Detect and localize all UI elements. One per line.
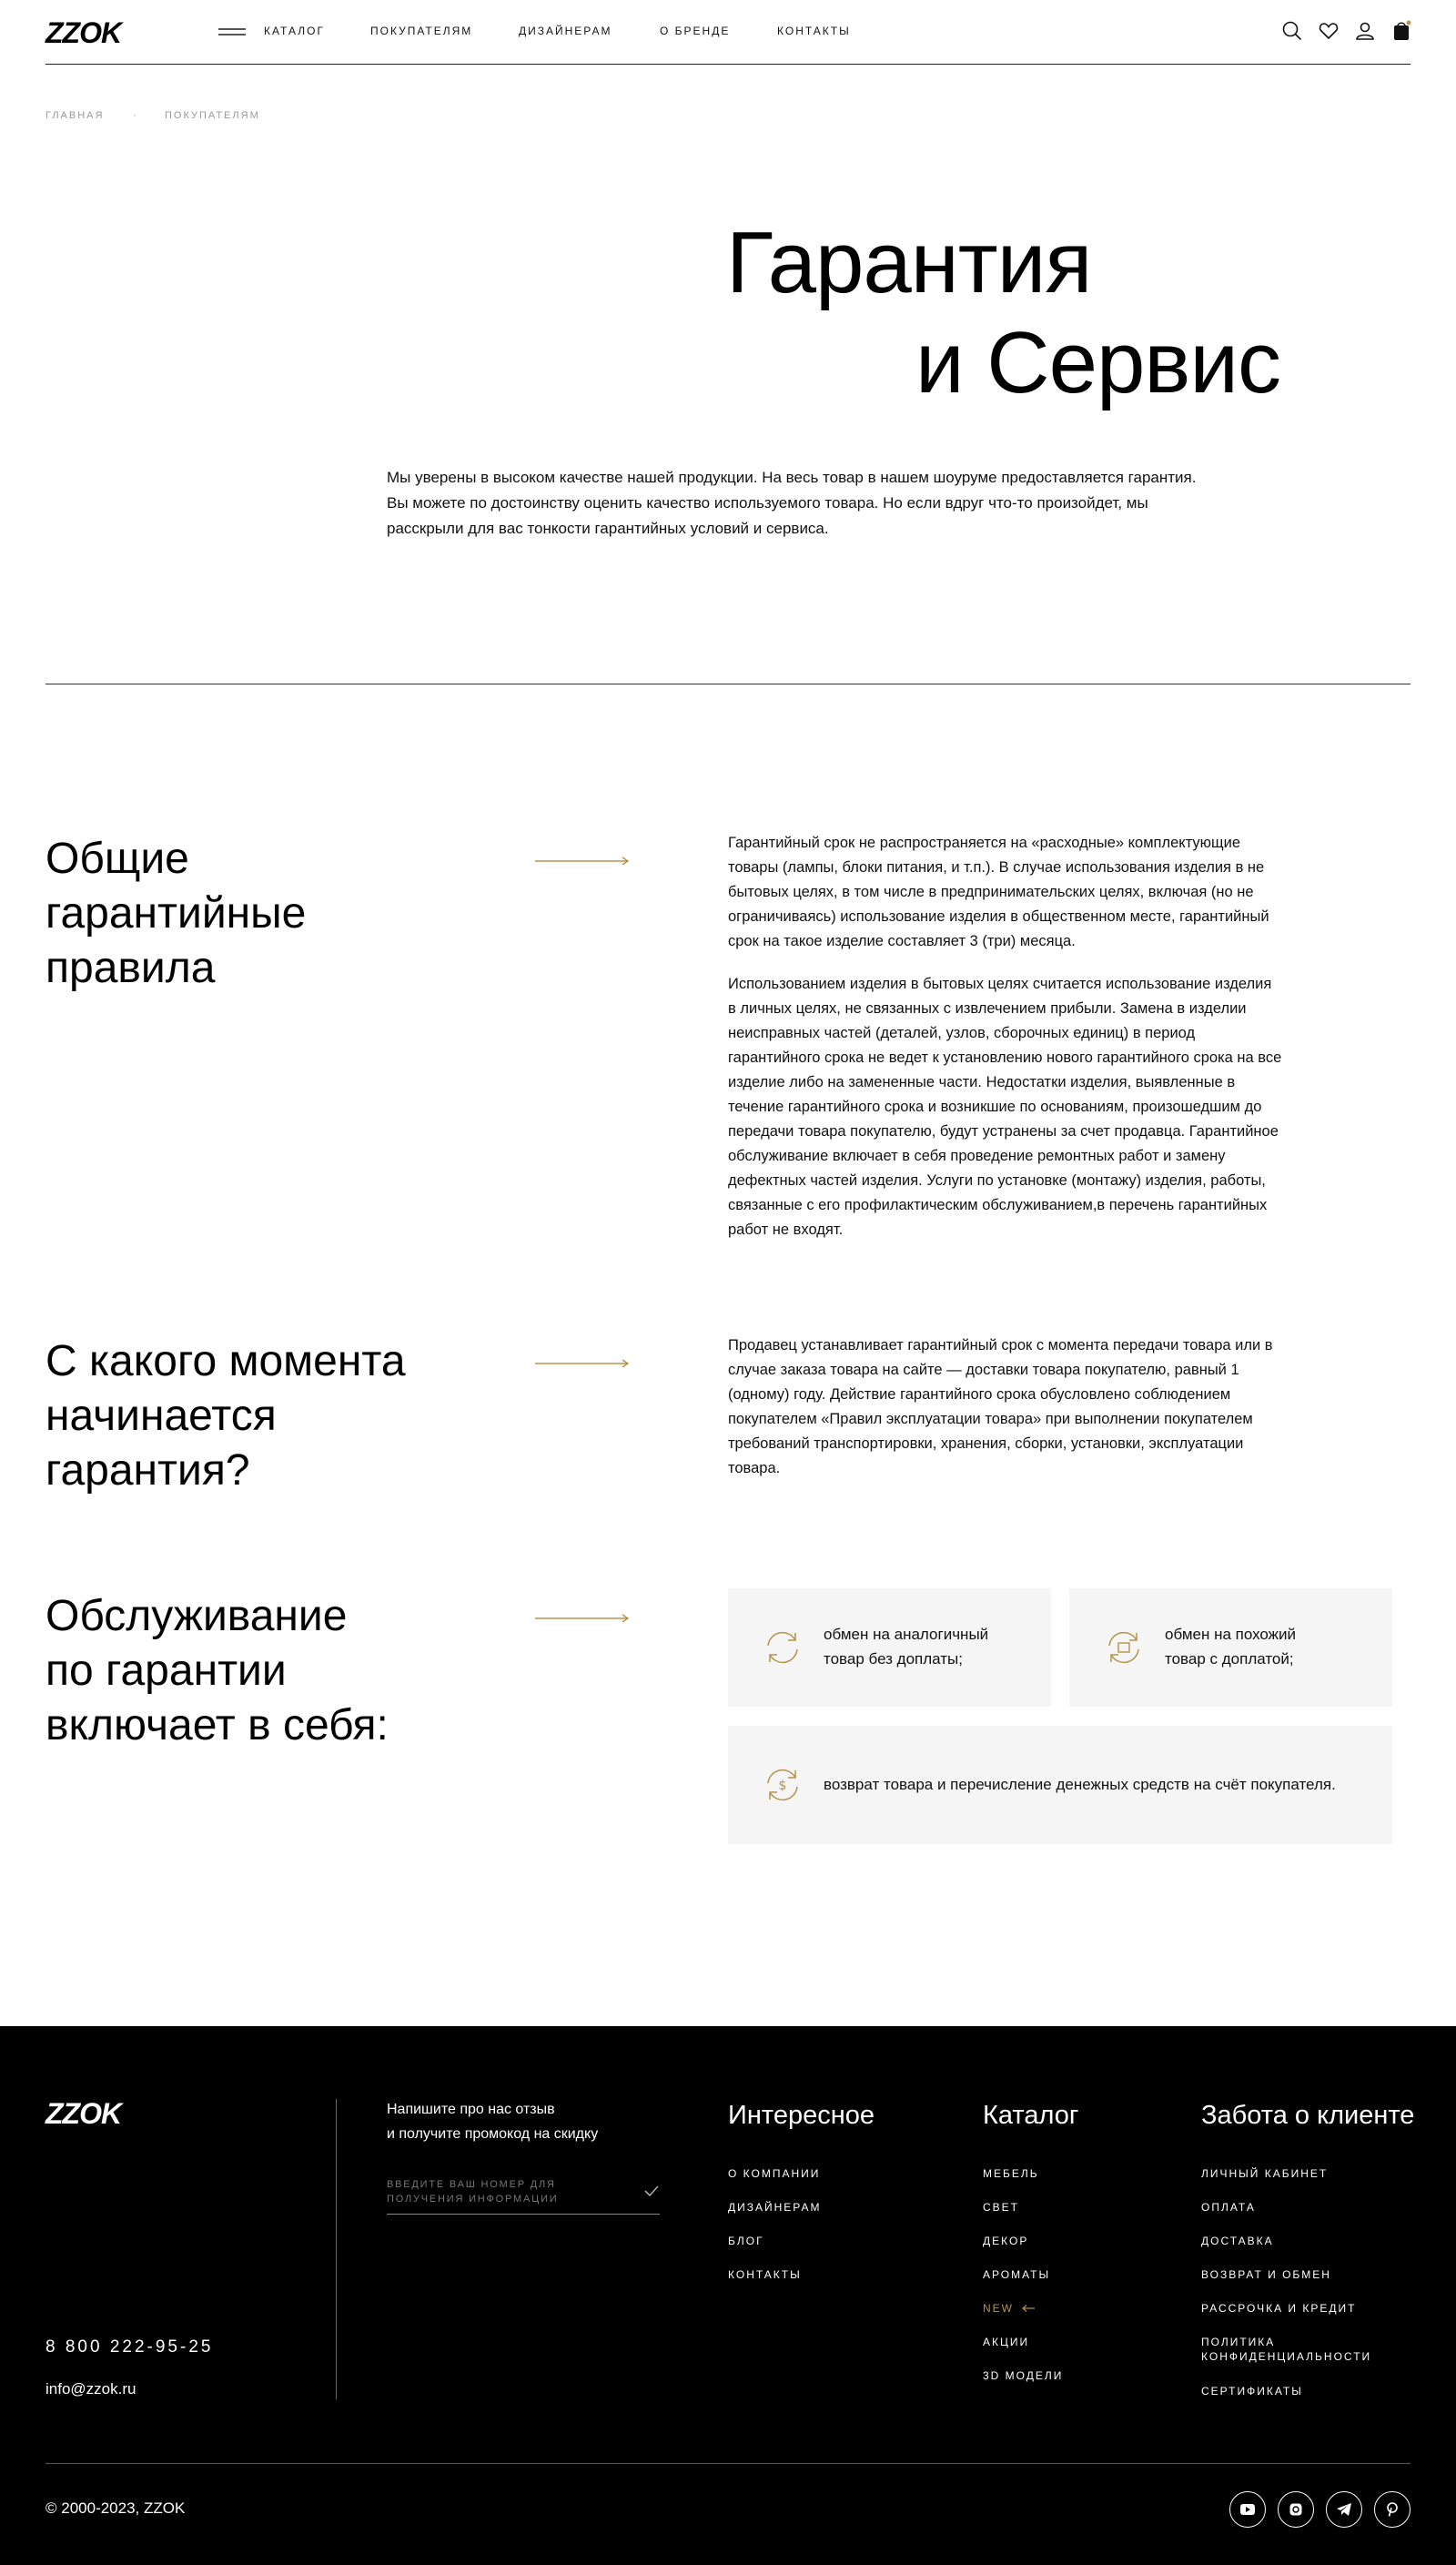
section-title-general: Общие гарантийные правила bbox=[46, 835, 307, 992]
nav-buyers[interactable]: ПОКУПАТЕЛЯМ bbox=[370, 25, 473, 37]
footer-link[interactable]: КОНТАКТЫ bbox=[728, 2268, 802, 2281]
service-card-text: обмен на похожий товар с доплатой; bbox=[1165, 1626, 1297, 1668]
footer-col-catalog bbox=[983, 2166, 1063, 2402]
footer-col-interesting-title: Интересное bbox=[728, 2101, 875, 2130]
exchange-box-icon bbox=[1104, 1627, 1144, 1668]
youtube-icon[interactable] bbox=[1229, 2491, 1266, 2528]
arrow-right-icon bbox=[535, 857, 630, 866]
section-title-start: С какого момента начинается гарантия? bbox=[46, 1337, 406, 1495]
footer-divider bbox=[336, 2099, 337, 2399]
footer-promo: Напишите про нас отзыв и получите промокод на скидку bbox=[387, 2102, 599, 2142]
refund-icon bbox=[763, 1765, 803, 1805]
footer-link-new[interactable]: NEW bbox=[983, 2301, 1063, 2335]
site-header bbox=[46, 0, 1410, 65]
nav-contacts[interactable]: КОНТАКТЫ bbox=[777, 25, 851, 37]
copyright: © 2000-2023, ZZOK bbox=[46, 2499, 186, 2517]
footer-link[interactable]: ОПЛАТА bbox=[1201, 2201, 1256, 2214]
page-title-line1: Гарантия bbox=[726, 214, 1092, 311]
arrow-right-icon bbox=[535, 1359, 630, 1368]
breadcrumb-separator: · bbox=[133, 110, 138, 121]
site-footer bbox=[0, 2026, 1456, 2565]
search-icon[interactable] bbox=[1281, 20, 1303, 42]
pinterest-icon[interactable] bbox=[1374, 2491, 1410, 2528]
menu-icon[interactable] bbox=[218, 28, 246, 35]
footer-link[interactable]: О КОМПАНИИ bbox=[728, 2167, 821, 2180]
footer-phone[interactable]: 8 800 222-95-25 bbox=[46, 2337, 214, 2357]
footer-bottom-divider bbox=[46, 2463, 1410, 2464]
footer-link[interactable]: АРОМАТЫ bbox=[983, 2268, 1051, 2281]
footer-link[interactable]: СВЕТ bbox=[983, 2201, 1020, 2214]
check-icon[interactable] bbox=[643, 2185, 660, 2197]
service-card-exchange-extra bbox=[1069, 1588, 1392, 1707]
section-text-general: Гарантийный срок не распространяется на «расходные» комплектующие товары (лампы, блоки питания, и т.п.). В случае использования изделия в не бытовых целях, в том числе в предпринимательских целях, включая (но не ограничиваясь) использование изделия в общественном месте, гарантийный срок на такое изделие составляет 3 (три) месяца. Использованием изделия в бытовых целях считается использование изделия в личных целях, не связанных с извлечением прибыли. Замена в изделии неисправных частей (деталей, узлов, сборочных единиц) в период гарантийного срока не ведет к установлению нового гарантийного срока на все изделие либо на замененные части. Недостатки изделия, выявленные в течение гарантийного срока и возникшие по основаниям, произошедшим до передачи товара покупателю, будут устранены за счет продавца. Гарантийное обслуживание включает в себя проведение ремонтных работ и замену дефектных частей изделия. Услуги по установке (монтажу) изделия, работы, связанные с его профилактическим обслуживанием,в перечень гарантийных работ не входят. bbox=[728, 835, 1282, 1238]
section-title-service: Обслуживание по гарантии включает в себя: bbox=[46, 1592, 389, 1749]
footer-link[interactable]: АКЦИИ bbox=[983, 2336, 1030, 2348]
footer-link[interactable]: РАССРОЧКА И КРЕДИТ bbox=[1201, 2302, 1357, 2315]
exchange-icon bbox=[763, 1627, 803, 1668]
footer-link[interactable]: ДИЗАЙНЕРАМ bbox=[728, 2201, 822, 2214]
footer-email[interactable]: info@zzok.ru bbox=[46, 2380, 136, 2398]
intro-text: Мы уверены в высоком качестве нашей продукции. На весь товар в нашем шоуруме предоставляется гарантия. Вы можете по достоинству оценить качество используемого товара. Но если вдруг что-то произойдет, мы расскрыли для вас тонкости гарантийных условий и сервиса. bbox=[387, 469, 1197, 537]
footer-link[interactable]: БЛОГ bbox=[728, 2235, 764, 2247]
arrow-right-icon bbox=[535, 1614, 630, 1623]
instagram-icon[interactable] bbox=[1278, 2491, 1314, 2528]
svg-text:$: $ bbox=[778, 1779, 787, 1793]
footer-link[interactable]: ВОЗВРАТ И ОБМЕН bbox=[1201, 2268, 1331, 2281]
footer-col-care-title: Забота о клиенте bbox=[1201, 2101, 1415, 2130]
cart-icon[interactable] bbox=[1390, 20, 1412, 42]
user-icon[interactable] bbox=[1354, 20, 1376, 42]
footer-col-care bbox=[1201, 2166, 1401, 2418]
service-card-text: возврат товара и перечисление денежных средств на счёт покупателя. bbox=[824, 1776, 1336, 1793]
phone-input[interactable]: ВВЕДИТЕ ВАШ НОМЕР ДЛЯ ПОЛУЧЕНИЯ ИНФОРМАЦИИ bbox=[387, 2177, 660, 2215]
arrow-left-icon bbox=[1022, 2305, 1035, 2312]
footer-col-interesting bbox=[728, 2166, 822, 2301]
footer-link[interactable]: СЕРТИФИКАТЫ bbox=[1201, 2385, 1303, 2398]
service-card-exchange bbox=[728, 1588, 1051, 1707]
heart-icon[interactable] bbox=[1318, 20, 1340, 42]
service-card-text: обмен на аналогичный товар без доплаты; bbox=[824, 1626, 989, 1668]
nav-designers[interactable]: ДИЗАЙНЕРАМ bbox=[519, 25, 612, 37]
nav-catalog[interactable]: КАТАЛОГ bbox=[264, 25, 325, 37]
breadcrumb-home[interactable]: ГЛАВНАЯ bbox=[46, 110, 105, 121]
footer-col-catalog-title: Каталог bbox=[983, 2101, 1079, 2130]
section-text-start: Продавец устанавливает гарантийный срок с момента передачи товара или в случае заказа товара на сайте — доставки товара покупателю, равный 1 (одному) году. Действие гарантийного срока обусловлено соблюдением покупателем «Правил эксплуатации товара» при выполнении покупателем требований транспортировки, хранения, сборки, установки, эксплуатации товара. bbox=[728, 1337, 1273, 1476]
footer-logo[interactable]: ZZOK bbox=[46, 2097, 122, 2130]
telegram-icon[interactable] bbox=[1326, 2491, 1362, 2528]
footer-link[interactable]: МЕБЕЛЬ bbox=[983, 2167, 1039, 2180]
footer-link[interactable]: ДЕКОР bbox=[983, 2235, 1029, 2247]
footer-link[interactable]: ЛИЧНЫЙ КАБИНЕТ bbox=[1201, 2167, 1329, 2180]
footer-link[interactable]: ДОСТАВКА bbox=[1201, 2235, 1274, 2247]
breadcrumb-current[interactable]: ПОКУПАТЕЛЯМ bbox=[165, 110, 260, 121]
service-card-refund bbox=[728, 1726, 1392, 1844]
footer-link[interactable]: ПОЛИТИКА КОНФИДЕНЦИАЛЬНОСТИ bbox=[1201, 2336, 1372, 2363]
logo[interactable]: ZZOK bbox=[46, 16, 122, 49]
page-title-line2: и Сервис bbox=[915, 314, 1281, 411]
footer-link[interactable]: 3D МОДЕЛИ bbox=[983, 2369, 1064, 2382]
nav-brand[interactable]: О БРЕНДЕ bbox=[660, 25, 731, 37]
